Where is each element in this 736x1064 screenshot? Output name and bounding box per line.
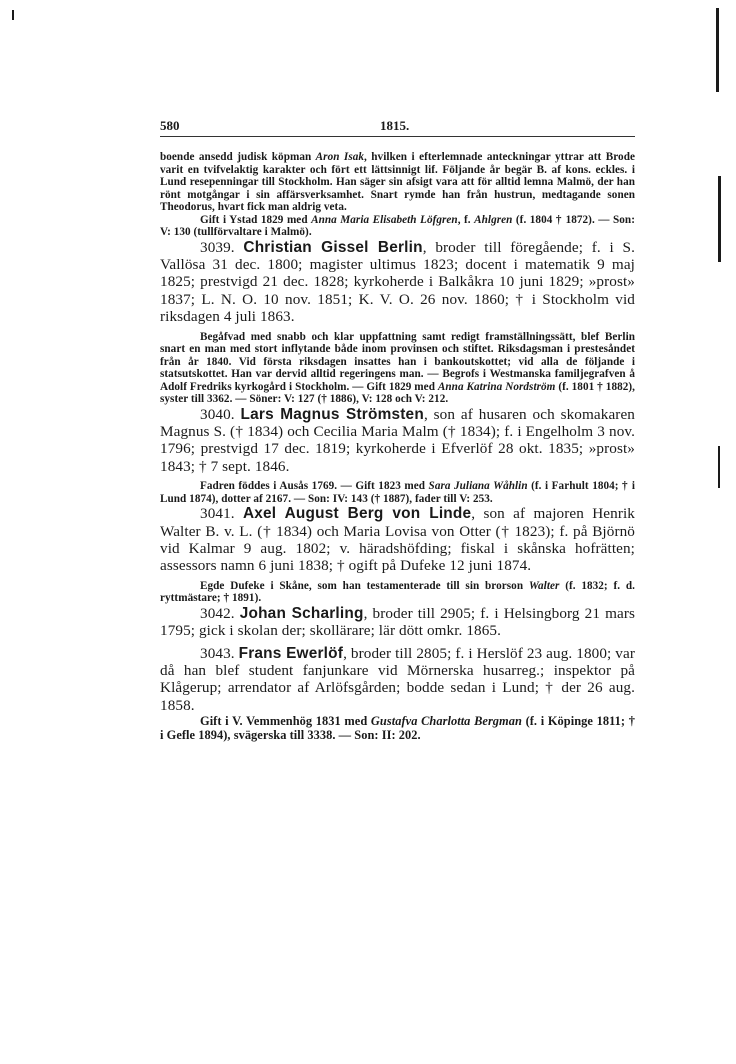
entry-number: 3041. [200, 505, 235, 523]
entry-paragraph: 3040. Lars Magnus Strömsten, son af husaren och skomakaren Magnus S. († 1834) och Cecilia Maria Malm († 1834); f. i Engelholm 3 nov. 1796; prestvigd 17 dec. 1819; kyrkoherde i Efverlöf 28 okt. 1835; »prost» 1843; † 7 sept. 1846. [160, 405, 635, 475]
header-rule [160, 136, 635, 137]
entry-number: 3043. [200, 644, 235, 662]
entry-name: Axel August Berg von Linde [242, 505, 472, 523]
scan-edge-line [718, 176, 721, 262]
entry-paragraph: 3041. Axel August Berg von Linde, son af majoren Henrik Walter B. v. L. († 1834) och Maria Lovisa von Otter († 1823); f. på Björnö vid Kalmar 9 aug. 1802; v. häradshöfding; fiskal i skånska hofrätten; assessors namn 6 juni 1838; † ogift på Dufeke 12 juni 1874. [160, 505, 635, 575]
entry-number: 3039. [200, 238, 235, 256]
scan-edge-line [718, 446, 720, 488]
spouse-name: Sara Juliana Wåhlin [428, 480, 528, 493]
entry-paragraph: 3042. Johan Scharling, broder till 2905; f. i Helsingborg 21 mars 1795; gick i skolan der; skollärare; lär dött omkr. 1865. [160, 604, 635, 640]
spouse-name: Gustafva Charlotta Bergman [370, 714, 522, 729]
person-name: Aron Isak [315, 151, 365, 163]
closing-marriage: Gift i V. Vemmenhög 1831 med Gustafva Charlotta Bergman (f. i Köpinge 1811; † i Gefle 1894), svägerska till 3338. — Son: II: 202. [160, 714, 635, 743]
document-page [160, 118, 635, 742]
page-header [160, 118, 635, 134]
relative-name: Walter [528, 579, 560, 592]
entry-paragraph: 3039. Christian Gissel Berlin, broder till föregående; f. i S. Vallösa 31 dec. 1800; magister ultimus 1823; docent i matematik 9 maj 1825; prestvigd 21 dec. 1828; kyrkoherde i Balkåkra 10 juni 1829; »prost» 1837; L. N. O. 10 nov. 1851; K. V. O. 26 nov. 1860; † i Stockholm vid riksdagen 4 juli 1863. [160, 238, 635, 326]
entry-name: Christian Gissel Berlin [243, 238, 423, 256]
entry-number: 3040. [200, 405, 235, 423]
running-year: 1815. [380, 118, 410, 133]
spouse-name: Anna Maria Elisabeth Löfgren [311, 213, 458, 226]
page-number: 580 [160, 118, 180, 133]
spouse-name: Anna Katrina Nordström [437, 380, 556, 393]
scan-margin-line [12, 10, 14, 20]
entry-name: Frans Ewerlöf [238, 644, 344, 662]
entry-paragraph: 3043. Frans Ewerlöf, broder till 2805; f. i Herslöf 23 aug. 1800; var då han blef student fanjunkare vid Mörnerska husarreg.; inspektor på Klågerup; arrendator af Arlöfsgården; bodde sedan i Lund; † der 26 aug. 1858. [160, 644, 635, 714]
spouse-surname: Ahlgren [474, 213, 513, 226]
scan-edge-line [716, 8, 719, 92]
entry-note: Begåfvad med snabb och klar uppfattning samt redigt framställningssätt, blef Berlin snart en man med stort inflytande både inom provinsen och stiftet. Riksdagsman i prestesåndet från år 1840. Vid första riksdagen insattes han i bankoutskottet; vid alla de följande i statsutskottet. Han var dervid alltid regeringens man. — Begrofs i Westmanska familjegrafven å Adolf Fredriks kyrkogård i Stockholm. — Gift 1829 med Anna Katrina Nordström (f. 1801 † 1882), syster till 3362. — Söner: V: 127 († 1886), V: 128 och V: 212. [160, 330, 635, 406]
entry-number: 3042. [200, 604, 235, 622]
entry-name: Johan Scharling [239, 604, 364, 622]
entry-name: Lars Magnus Strömsten [240, 405, 424, 423]
entry-note: Egde Dufeke i Skåne, som han testamenterade till sin brorson Walter (f. 1832; f. d. ryttmästare; † 1891). [160, 579, 635, 605]
entry-note: Fadren föddes i Ausås 1769. — Gift 1823 med Sara Juliana Wåhlin (f. i Farhult 1804; † i Lund 1874), dotter af 2167. — Son: IV: 143 († 1887), fader till V: 253. [160, 480, 636, 505]
preamble-paragraph: boende ansedd judisk köpman Aron Isak, hvilken i efterlemnade anteckningar yttrar att Brode varit en tvifvelaktig karakter och fört ett lättsinnigt lif. Följande år begär B. af kons. eckles. i Lund resepenningar till Stockholm. Han säger sin afsigt vara att för alltid lemna Malmö, der han rönt motgångar i sin affärsverksamhet. Snart rymde han från hustrun, medtagande sonen Theodorus, hvart fick man aldrig veta. [160, 151, 635, 213]
preamble-marriage: Gift i Ystad 1829 med Anna Maria Elisabeth Löfgren, f. Ahlgren (f. 1804 † 1872). — Son: V: 130 (tullförvaltare i Malmö). [160, 213, 635, 238]
